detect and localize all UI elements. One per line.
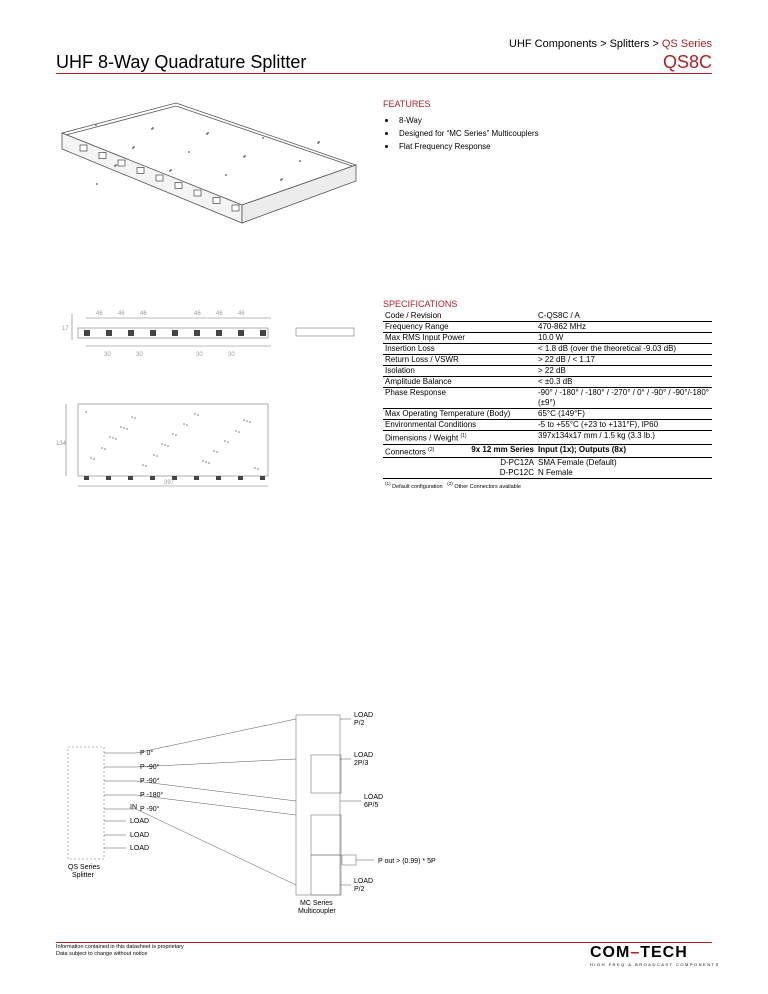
hole	[257, 468, 259, 470]
table-row	[383, 322, 712, 333]
footnote-sup: (1)	[385, 481, 391, 487]
spec-key: Phase Response	[383, 388, 536, 409]
port-label: P 0°	[140, 750, 154, 757]
load-label: LOAD	[130, 818, 150, 825]
specs-table	[383, 311, 712, 492]
hole	[225, 174, 227, 176]
connector	[238, 476, 243, 480]
footnote-ref: (1)	[460, 433, 467, 439]
option-code: D-PC12A	[500, 458, 534, 468]
table-row	[383, 420, 712, 431]
hole	[318, 141, 320, 143]
spec-value: > 22 dB / < 1.17	[536, 355, 712, 366]
table-row	[383, 409, 712, 420]
hole	[152, 127, 154, 129]
hole	[188, 151, 190, 153]
footer-rule	[56, 942, 712, 943]
connector	[260, 476, 265, 480]
table-row	[383, 333, 712, 344]
connector	[232, 205, 239, 211]
table-row	[383, 468, 712, 479]
connector	[260, 330, 266, 336]
connector	[106, 330, 112, 336]
logo-text: COM	[590, 944, 631, 961]
hole	[172, 433, 174, 435]
dim-label: 46	[216, 311, 223, 317]
mc-label: Multicoupler	[298, 908, 336, 915]
splitter-label: QS Series	[68, 864, 100, 871]
hole	[246, 420, 248, 422]
connector	[99, 153, 106, 159]
table-row	[383, 458, 712, 469]
hole	[224, 440, 226, 442]
hole	[170, 169, 172, 171]
hole	[115, 164, 117, 166]
spec-key: Frequency Range	[383, 322, 536, 333]
spec-value: 65°C (149°F)	[536, 409, 712, 420]
mc-load-label: 6P/5	[364, 802, 379, 809]
connector	[137, 168, 144, 174]
table-row	[383, 479, 712, 492]
feature-item: Designed for “MC Series” Multicouplers	[383, 127, 539, 140]
hole	[156, 455, 158, 457]
dim-label: 30	[196, 352, 203, 358]
feature-item: 8-Way	[383, 114, 539, 127]
logo-tagline: HIGH FREQ & BROADCAST COMPONENTS	[590, 962, 720, 967]
application-diagram	[56, 705, 496, 945]
connector	[213, 198, 220, 204]
mc-load-label: LOAD	[354, 878, 374, 885]
product-render	[56, 95, 366, 255]
dim-label: 46	[238, 311, 245, 317]
hole	[153, 454, 155, 456]
dim-label: 46	[194, 311, 201, 317]
logo-text: TECH	[640, 944, 688, 961]
connector	[80, 145, 87, 151]
connector	[128, 330, 134, 336]
hole	[249, 421, 251, 423]
hole	[243, 419, 245, 421]
hole	[164, 444, 166, 446]
page-title: UHF 8-Way Quadrature Splitter	[56, 52, 307, 72]
connector	[216, 476, 221, 480]
dim-label: 46	[96, 311, 103, 317]
specs-heading: SPECIFICATIONS	[383, 299, 458, 309]
hole	[207, 132, 209, 134]
feature-item: Flat Frequency Response	[383, 140, 539, 153]
connector	[194, 476, 199, 480]
spec-value: -5 to +55°C (+23 to +131°F), IP60	[536, 420, 712, 431]
disclaimer-line: Data subject to change without notice	[56, 951, 148, 957]
hole	[208, 462, 210, 464]
spec-value: < ±0.3 dB	[536, 377, 712, 388]
header-rule	[56, 73, 712, 74]
dim-label: 134	[56, 441, 67, 447]
mc-load-label: LOAD	[354, 752, 374, 759]
port-label: P -90°	[140, 806, 160, 813]
spec-value: -90° / -180° / -180° / -270° / 0° / -90° / -90°/-180° (±9°)	[536, 388, 712, 409]
connector	[106, 476, 111, 480]
mc-load-label: 2P/3	[354, 760, 369, 767]
connector	[84, 330, 90, 336]
table-row	[383, 355, 712, 366]
spec-value: < 1.8 dB (over the theoretical -9.03 dB)	[536, 344, 712, 355]
connector	[172, 330, 178, 336]
spec-key: Max Operating Temperature (Body)	[383, 409, 536, 420]
connector	[216, 330, 222, 336]
hole	[142, 464, 144, 466]
dim-label: 397	[164, 480, 175, 486]
product-code: QS8C	[662, 52, 712, 72]
connector	[194, 190, 201, 196]
connector	[156, 175, 163, 181]
hole	[244, 155, 246, 157]
hole	[194, 413, 196, 415]
hole	[85, 411, 87, 413]
hole	[205, 461, 207, 463]
spec-value: > 22 dB	[536, 366, 712, 377]
breadcrumb	[509, 38, 712, 50]
table-row	[383, 377, 712, 388]
load-label: LOAD	[130, 832, 150, 839]
features-list	[383, 114, 539, 153]
spec-key: Max RMS Input Power	[383, 333, 536, 344]
hole	[120, 426, 122, 428]
dim-label: 46	[118, 311, 125, 317]
dimension-drawing	[56, 300, 366, 500]
mc-label: MC Series	[300, 900, 333, 907]
spec-value: 397x134x17 mm / 1.5 kg (3.3 lb.)	[536, 431, 712, 445]
mc-load-label: LOAD	[364, 794, 384, 801]
option-desc: N Female	[536, 468, 712, 479]
pout-label: P out > (0.99) * 5P	[378, 858, 436, 865]
hole	[123, 427, 125, 429]
connectors-type: 9x 12 mm Series	[471, 444, 534, 454]
connector	[175, 183, 182, 189]
hole	[93, 458, 95, 460]
footnote: Default configuration	[392, 484, 443, 491]
connectors-desc: Input (1x); Outputs (8x)	[538, 444, 626, 454]
spec-key: Code / Revision	[383, 311, 536, 322]
table-row	[383, 388, 712, 409]
spec-key: Return Loss / VSWR	[383, 355, 536, 366]
hole	[112, 437, 114, 439]
hole	[90, 457, 92, 459]
hole	[186, 424, 188, 426]
connector	[150, 330, 156, 336]
spec-key: Isolation	[383, 366, 536, 377]
disclaimer	[56, 944, 184, 958]
disclaimer-line: Information contained in this datasheet is proprietary	[56, 944, 184, 950]
spec-key: Amplitude Balance	[383, 377, 536, 388]
mc-load-label: P/2	[354, 886, 365, 893]
hole	[167, 445, 169, 447]
table-row	[383, 344, 712, 355]
hole	[133, 146, 135, 148]
hole	[175, 434, 177, 436]
hole	[126, 428, 128, 430]
logo-dash: –	[630, 944, 641, 961]
port-label: P -180°	[140, 792, 164, 799]
hole	[95, 124, 97, 126]
spec-value: 10.0 W	[536, 333, 712, 344]
hole	[197, 414, 199, 416]
hole	[262, 137, 264, 139]
option-code: D-PC12C	[383, 468, 536, 479]
dim-label: 30	[104, 352, 111, 358]
breadcrumb-path: UHF Components > Splitters >	[509, 38, 662, 50]
hole	[109, 436, 111, 438]
connector	[194, 330, 200, 336]
dim-label: 30	[228, 352, 235, 358]
table-row	[383, 431, 712, 445]
dim-label: 46	[140, 311, 147, 317]
hole	[238, 431, 240, 433]
connectors-label: Connectors	[385, 447, 426, 457]
breadcrumb-current[interactable]: QS Series	[661, 38, 712, 50]
spec-key: Environmental Conditions	[383, 420, 536, 431]
table-row	[383, 444, 712, 458]
mc-load-label: P/2	[354, 720, 365, 727]
spec-key: Insertion Loss	[383, 344, 536, 355]
spec-value: C-QS8C / A	[536, 311, 712, 322]
table-row	[383, 366, 712, 377]
hole	[213, 450, 215, 452]
connector	[84, 476, 89, 480]
hole	[202, 460, 204, 462]
features-heading: FEATURES	[383, 99, 431, 109]
hole	[101, 447, 103, 449]
hole	[183, 423, 185, 425]
hole	[161, 443, 163, 445]
hole	[299, 160, 301, 162]
hole	[96, 183, 98, 185]
spec-key: Dimensions / Weight	[385, 433, 459, 443]
hole	[115, 438, 117, 440]
hole	[281, 178, 283, 180]
mc-load-label: LOAD	[354, 712, 374, 719]
hole	[145, 465, 147, 467]
connector	[150, 476, 155, 480]
hole	[235, 430, 237, 432]
connector	[128, 476, 133, 480]
hole	[134, 417, 136, 419]
hole	[131, 416, 133, 418]
load-label: LOAD	[130, 845, 150, 852]
option-desc: SMA Female (Default)	[538, 458, 617, 468]
hole	[254, 467, 256, 469]
hole	[104, 448, 106, 450]
footnote-ref: (2)	[428, 446, 435, 453]
in-label: IN	[130, 804, 137, 811]
table-row	[383, 311, 712, 322]
hole	[216, 451, 218, 453]
dim-label: 30	[136, 352, 143, 358]
spec-value: 470-862 MHz	[536, 322, 712, 333]
dim-label: 17	[62, 326, 69, 332]
splitter-label: Splitter	[72, 872, 94, 879]
footnote-sup: (2)	[447, 481, 453, 487]
connector	[238, 330, 244, 336]
connector	[118, 160, 125, 166]
com-tech-logo	[590, 944, 720, 967]
port-label: P -90°	[140, 778, 160, 785]
footnote: Other Connectors available	[454, 484, 521, 491]
hole	[227, 441, 229, 443]
port-label: P -90°	[140, 764, 160, 771]
